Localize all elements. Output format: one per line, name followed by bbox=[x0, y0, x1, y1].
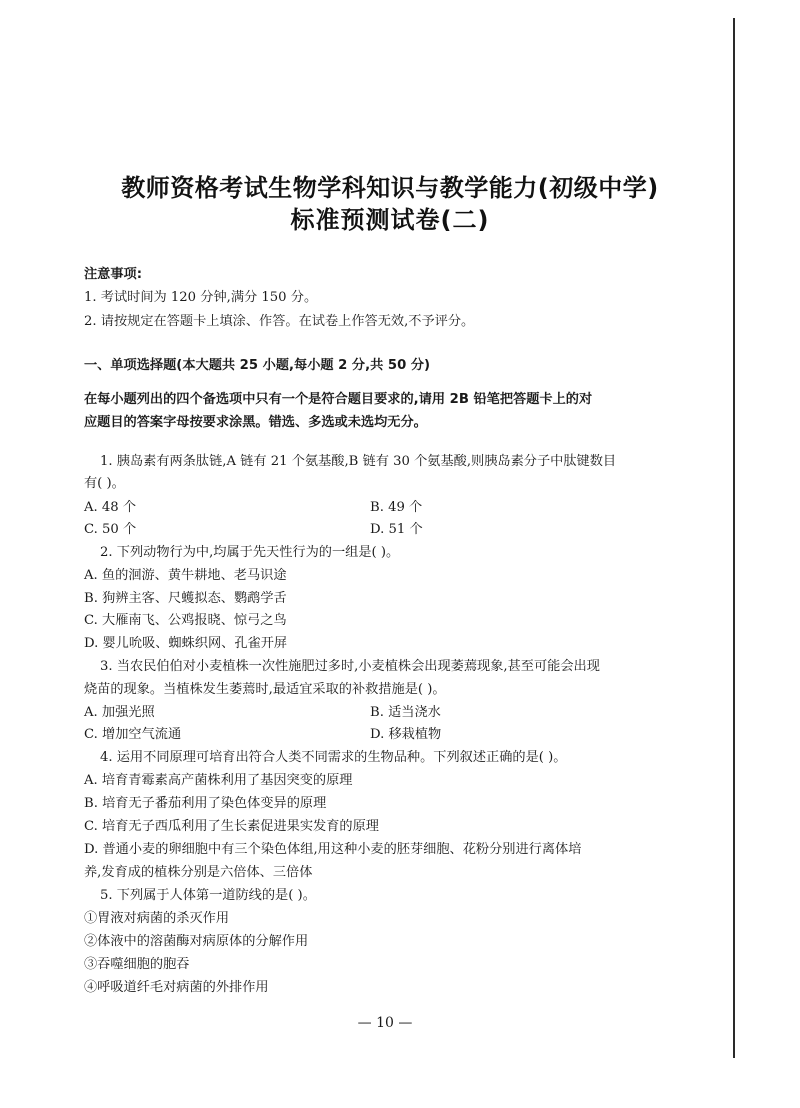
option-b: B. 49 个 bbox=[370, 500, 423, 515]
option-b: B. 培育无子番茄利用了染色体变异的原理 bbox=[84, 796, 327, 811]
question-stem: 烧苗的现象。当植株发生萎蔫时,最适宜采取的补救措施是( )。 bbox=[84, 682, 446, 697]
option-c: C. 50 个 bbox=[84, 522, 137, 537]
question-stem: 2. 下列动物行为中,均属于先天性行为的一组是( )。 bbox=[100, 545, 400, 560]
question-stem: 3. 当农民伯伯对小麦植株一次性施肥过多时,小麦植株会出现萎蔫现象,甚至可能会出现 bbox=[100, 659, 600, 674]
option-d: D. 51 个 bbox=[370, 522, 423, 537]
statement-2: ②体液中的溶菌酶对病原体的分解作用 bbox=[84, 934, 309, 949]
option-d: D. 移栽植物 bbox=[370, 727, 442, 742]
option-b: B. 狗辨主客、尺蠖拟态、鹦鹉学舌 bbox=[84, 591, 287, 606]
statement-1: ①胃液对病菌的杀灭作用 bbox=[84, 911, 230, 926]
page-number: — 10 — bbox=[357, 1015, 413, 1031]
section-instruction: 应题目的答案字母按要求涂黑。错选、多选或未选均无分。 bbox=[84, 415, 427, 430]
option-a: A. 加强光照 bbox=[84, 705, 155, 720]
option-d: D. 婴儿吮吸、蜘蛛织网、孔雀开屏 bbox=[84, 636, 288, 651]
notice-heading: 注意事项: bbox=[84, 267, 143, 282]
exam-title-line2: 标准预测试卷(二) bbox=[290, 206, 490, 234]
option-d: D. 普通小麦的卵细胞中有三个染色体组,用这种小麦的胚芽细胞、花粉分别进行离体培 bbox=[84, 842, 582, 857]
option-c: C. 增加空气流通 bbox=[84, 727, 182, 742]
notice-item: 2. 请按规定在答题卡上填涂、作答。在试卷上作答无效,不予评分。 bbox=[84, 314, 475, 329]
option-d-continued: 养,发育成的植株分别是六倍体、三倍体 bbox=[84, 865, 313, 880]
exam-title-line1: 教师资格考试生物学科知识与教学能力(初级中学) bbox=[121, 174, 659, 202]
notice-item: 1. 考试时间为 120 分钟,满分 150 分。 bbox=[84, 290, 318, 305]
question-stem: 1. 胰岛素有两条肽链,A 链有 21 个氨基酸,B 链有 30 个氨基酸,则胰岛素分子中肽键数目 bbox=[100, 454, 617, 469]
section-instruction: 在每小题列出的四个备选项中只有一个是符合题目要求的,请用 2B 铅笔把答题卡上的对 bbox=[84, 392, 593, 407]
option-a: A. 48 个 bbox=[84, 500, 137, 515]
option-b: B. 适当浇水 bbox=[370, 705, 441, 720]
option-c: C. 培育无子西瓜利用了生长素促进果实发育的原理 bbox=[84, 819, 379, 834]
question-stem: 4. 运用不同原理可培育出符合人类不同需求的生物品种。下列叙述正确的是( )。 bbox=[100, 750, 567, 765]
option-a: A. 培育青霉素高产菌株利用了基因突变的原理 bbox=[84, 773, 353, 788]
option-a: A. 鱼的洄游、黄牛耕地、老马识途 bbox=[84, 568, 287, 583]
statement-4: ④呼吸道纤毛对病菌的外排作用 bbox=[84, 980, 269, 995]
option-c: C. 大雁南飞、公鸡报晓、惊弓之鸟 bbox=[84, 613, 287, 628]
question-stem: 5. 下列属于人体第一道防线的是( )。 bbox=[100, 888, 316, 903]
statement-3: ③吞噬细胞的胞吞 bbox=[84, 957, 190, 972]
section-heading: 一、单项选择题(本大题共 25 小题,每小题 2 分,共 50 分) bbox=[84, 358, 431, 373]
question-stem: 有( )。 bbox=[84, 476, 125, 491]
